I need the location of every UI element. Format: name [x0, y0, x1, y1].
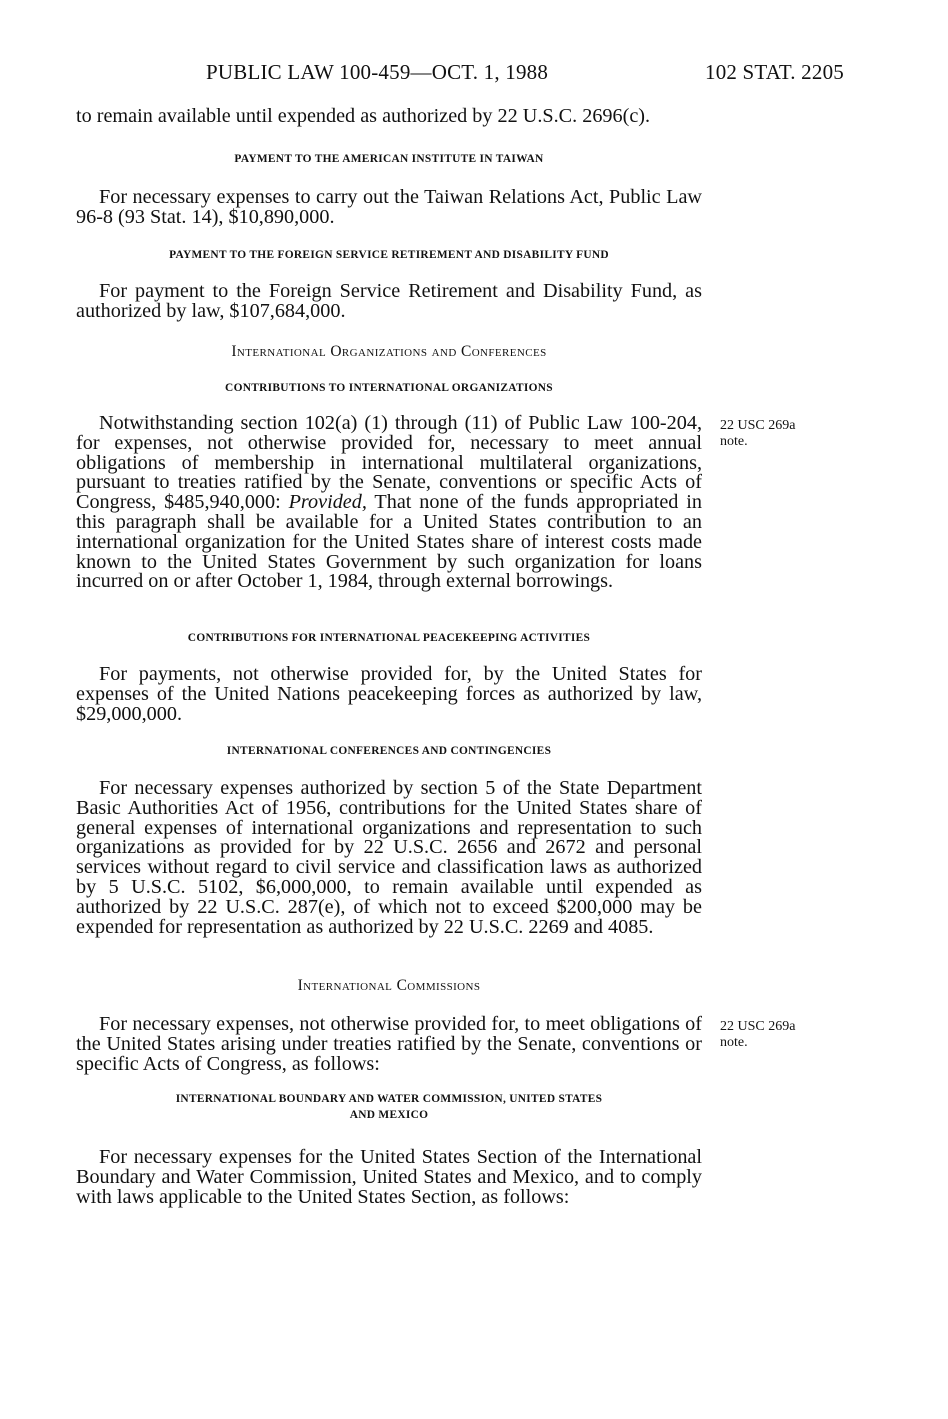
running-header-title: PUBLIC LAW 100-459—OCT. 1, 1988 [206, 60, 549, 84]
cio-text-after: That none of the funds appropriated in this paragraph shall be available for a United States contribution to an international organization for the United States share of interest costs made known to the United States Government by such organization for loans incurred on or after October 1, 1984, through external borrowings. [76, 491, 702, 593]
heading-boundary-water-commission-line1: INTERNATIONAL BOUNDARY AND WATER COMMISSION, UNITED STATES [175, 1093, 603, 1105]
margin-note-1 [720, 418, 830, 450]
paragraph-peacekeeping-activities: For payments, not otherwise provided for, by the United States for expenses of the United Nations peacekeeping forces as authorized by law, $29,000,000. [76, 663, 702, 725]
heading-peacekeeping-activities: CONTRIBUTIONS FOR INTERNATIONAL PEACEKEEPING ACTIVITIES [187, 632, 591, 644]
paragraph-foreign-service-retirement-fund: For payment to the Foreign Service Retirement and Disability Fund, as authorized by law, $107,684,000. [76, 280, 702, 322]
paragraph-contributions-international-organizations [76, 414, 702, 592]
cio-text-before: Notwithstanding section 102(a) (1) through (11) of Public Law 100-204, for expenses, not otherwise provided for, necessary to meet annual obligations of membership in international multilateral organizations, pursuant to treaties ratified by the Senate, conventions or specific Acts of Congress, $485,940,000: [76, 412, 702, 514]
margin-note-1-note: note. [720, 434, 748, 449]
provided-italic: Provided, [288, 491, 367, 514]
heading-boundary-water-commission-line2: AND MEXICO [349, 1109, 429, 1121]
heading-international-organizations-conferences: International Organizations and Conferences [231, 343, 547, 360]
carryover-paragraph: to remain available until expended as authorized by 22 U.S.C. 2696(c). [76, 105, 651, 127]
heading-conferences-contingencies: INTERNATIONAL CONFERENCES AND CONTINGENCIES [226, 745, 552, 757]
paragraph-international-commissions: For necessary expenses, not otherwise provided for, to meet obligations of the United States arising under treaties ratified by the Senate, conventions or specific Acts of Congress, as follows: [76, 1013, 702, 1075]
heading-international-commissions: International Commissions [297, 977, 481, 994]
body-column [76, 0, 702, 1419]
margin-note-2-citation: 22 USC 269a [720, 1019, 796, 1034]
margin-note-2 [720, 1019, 830, 1051]
paragraph-conferences-contingencies: For necessary expenses authorized by section 5 of the State Department Basic Authorities Act of 1956, contributions for the United States share of general expenses of international organizations and representation to such organizations as provided for by 22 U.S.C. 2656 and 2672 and personal services without regard to civil service and classification laws as authorized by 5 U.S.C. 5102, $6,000,000, to remain available until expended as authorized by 22 U.S.C. 287(e), of which not to exceed $200,000 may be expended for representation as authorized by 22 U.S.C. 2269 and 4085. [76, 777, 702, 938]
heading-foreign-service-retirement-fund: PAYMENT TO THE FOREIGN SERVICE RETIREMENT AND DISABILITY FUND [169, 249, 609, 261]
page-number: 102 STAT. 2205 [705, 60, 844, 84]
margin-note-2-note: note. [720, 1035, 748, 1050]
heading-contributions-international-organizations: CONTRIBUTIONS TO INTERNATIONAL ORGANIZATIONS [225, 382, 553, 394]
paragraph-american-institute-taiwan: For necessary expenses to carry out the Taiwan Relations Act, Public Law 96-8 (93 Stat. 14), $10,890,000. [76, 186, 702, 228]
paragraph-boundary-water-commission: For necessary expenses for the United States Section of the International Boundary and Water Commission, United States and Mexico, and to comply with laws applicable to the United States Section, as follows: [76, 1146, 702, 1208]
heading-american-institute-taiwan: PAYMENT TO THE AMERICAN INSTITUTE IN TAIWAN [234, 153, 544, 165]
margin-note-1-citation: 22 USC 269a [720, 418, 796, 433]
